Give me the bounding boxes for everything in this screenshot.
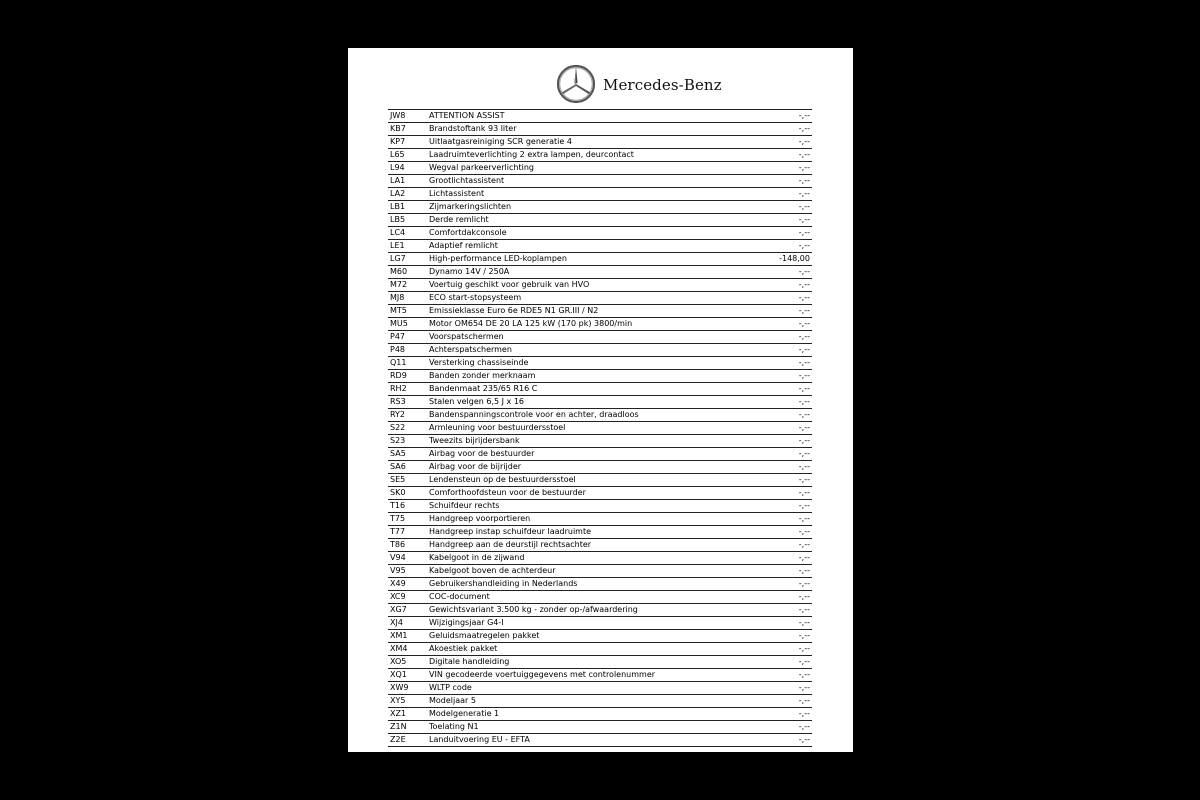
option-description: Banden zonder merknaam — [429, 371, 536, 380]
option-price: -,-- — [798, 540, 810, 549]
option-price: -,-- — [798, 514, 810, 523]
option-code: LE1 — [390, 241, 405, 250]
table-row — [388, 617, 812, 630]
table-row — [388, 240, 812, 253]
option-code: L65 — [390, 150, 405, 159]
option-description: Achterspatschermen — [429, 345, 512, 354]
table-row — [388, 474, 812, 487]
option-description: Handgreep voorportieren — [429, 514, 531, 523]
table-row — [388, 630, 812, 643]
option-price: -,-- — [798, 150, 810, 159]
option-description: VIN gecodeerde voertuiggegevens met controlenummer — [429, 670, 656, 679]
option-description: Digitale handleiding — [429, 657, 510, 666]
option-code: P47 — [390, 332, 406, 341]
option-price: -,-- — [798, 267, 810, 276]
option-code: L94 — [390, 163, 405, 172]
option-price: -,-- — [798, 371, 810, 380]
option-description: Lendensteun op de bestuurdersstoel — [429, 475, 576, 484]
option-description: Motor OM654 DE 20 LA 125 kW (170 pk) 3800/min — [429, 319, 633, 328]
option-description: Brandstoftank 93 liter — [429, 124, 517, 133]
option-code: S22 — [390, 423, 406, 432]
option-code: RS3 — [390, 397, 406, 406]
option-description: Voorspatschermen — [429, 332, 504, 341]
option-price: -,-- — [798, 358, 810, 367]
option-price: -,-- — [798, 488, 810, 497]
option-price: -,-- — [798, 202, 810, 211]
option-description: Emissieklasse Euro 6e RDE5 N1 GR.III / N2 — [429, 306, 599, 315]
table-row — [388, 695, 812, 708]
option-description: Gebruikershandleiding in Nederlands — [429, 579, 578, 588]
option-code: RY2 — [390, 410, 406, 419]
table-row — [388, 305, 812, 318]
table-row — [388, 383, 812, 396]
option-description: Comforthoofdsteun voor de bestuurder — [429, 488, 586, 497]
option-description: Derde remlicht — [429, 215, 489, 224]
mercedes-star-icon — [556, 64, 596, 104]
option-price: -,-- — [798, 670, 810, 679]
option-code: MU5 — [390, 319, 408, 328]
table-row — [388, 149, 812, 162]
table-row — [388, 721, 812, 734]
option-price: -,-- — [798, 410, 810, 419]
option-description: Uitlaatgasreiniging SCR generatie 4 — [429, 137, 572, 146]
options-table — [388, 109, 812, 747]
option-description: Kabelgoot in de zijwand — [429, 553, 525, 562]
option-price: -,-- — [798, 345, 810, 354]
table-row — [388, 669, 812, 682]
option-code: LB5 — [390, 215, 406, 224]
option-price: -,-- — [798, 553, 810, 562]
option-price: -,-- — [798, 423, 810, 432]
option-price: -,-- — [798, 631, 810, 640]
option-description: Voertuig geschikt voor gebruik van HVO — [429, 280, 590, 289]
option-price: -,-- — [798, 137, 810, 146]
table-row — [388, 357, 812, 370]
table-row — [388, 448, 812, 461]
option-code: XM1 — [390, 631, 408, 640]
option-code: SA5 — [390, 449, 406, 458]
option-description: Adaptief remlicht — [429, 241, 498, 250]
table-row — [388, 435, 812, 448]
option-code: XO5 — [390, 657, 407, 666]
option-price: -,-- — [798, 527, 810, 536]
option-code: XJ4 — [390, 618, 403, 627]
option-price: -,-- — [798, 176, 810, 185]
option-description: ECO start-stopsysteem — [429, 293, 522, 302]
option-price: -,-- — [798, 709, 810, 718]
table-row — [388, 539, 812, 552]
option-price: -,-- — [798, 436, 810, 445]
option-description: Dynamo 14V / 250A — [429, 267, 510, 276]
table-row — [388, 552, 812, 565]
option-code: T75 — [390, 514, 406, 523]
option-code: T86 — [390, 540, 406, 549]
option-description: Modelgeneratie 1 — [429, 709, 500, 718]
table-row — [388, 344, 812, 357]
option-code: LB1 — [390, 202, 406, 211]
option-description: Laadruimteverlichting 2 extra lampen, deurcontact — [429, 150, 634, 159]
option-code: S23 — [390, 436, 406, 445]
option-price: -,-- — [798, 215, 810, 224]
table-row — [388, 110, 812, 123]
option-price: -,-- — [798, 449, 810, 458]
option-price: -,-- — [798, 592, 810, 601]
table-row — [388, 422, 812, 435]
table-row — [388, 708, 812, 721]
option-code: LC4 — [390, 228, 406, 237]
option-code: MT5 — [390, 306, 407, 315]
brand-name: Mercedes-Benz — [603, 76, 722, 94]
option-description: Comfortdakconsole — [429, 228, 507, 237]
option-code: SE5 — [390, 475, 406, 484]
table-row — [388, 643, 812, 656]
table-row — [388, 409, 812, 422]
option-code: XQ1 — [390, 670, 407, 679]
table-row — [388, 565, 812, 578]
table-row — [388, 461, 812, 474]
option-price: -,-- — [798, 696, 810, 705]
option-code: XM4 — [390, 644, 408, 653]
option-code: T77 — [390, 527, 406, 536]
option-code: LA1 — [390, 176, 406, 185]
table-row — [388, 136, 812, 149]
table-row — [388, 487, 812, 500]
table-row — [388, 370, 812, 383]
option-description: ATTENTION ASSIST — [429, 111, 505, 120]
option-price: -,-- — [798, 657, 810, 666]
option-code: P48 — [390, 345, 406, 354]
option-description: Airbag voor de bestuurder — [429, 449, 535, 458]
option-price: -,-- — [798, 579, 810, 588]
option-price: -,-- — [798, 332, 810, 341]
table-row — [388, 734, 812, 747]
option-code: V94 — [390, 553, 406, 562]
option-code: XG7 — [390, 605, 407, 614]
table-row — [388, 578, 812, 591]
option-description: Bandenspanningscontrole voor en achter, draadloos — [429, 410, 639, 419]
option-price: -,-- — [798, 618, 810, 627]
option-code: KP7 — [390, 137, 406, 146]
table-row — [388, 279, 812, 292]
option-code: RD9 — [390, 371, 407, 380]
option-code: T16 — [390, 501, 406, 510]
option-code: XW9 — [390, 683, 409, 692]
option-description: Wijzigingsjaar G4-I — [429, 618, 504, 627]
table-row — [388, 656, 812, 669]
table-row — [388, 526, 812, 539]
option-description: Armleuning voor bestuurdersstoel — [429, 423, 566, 432]
option-price: -,-- — [798, 501, 810, 510]
option-description: Akoestiek pakket — [429, 644, 498, 653]
table-row — [388, 266, 812, 279]
option-description: Handgreep instap schuifdeur laadruimte — [429, 527, 592, 536]
option-code: LA2 — [390, 189, 406, 198]
option-description: Lichtassistent — [429, 189, 485, 198]
option-price: -,-- — [798, 306, 810, 315]
option-description: Gewichtsvariant 3.500 kg - zonder op-/afwaardering — [429, 605, 638, 614]
option-price: -,-- — [798, 475, 810, 484]
option-code: V95 — [390, 566, 406, 575]
option-price: -,-- — [798, 735, 810, 744]
table-row — [388, 591, 812, 604]
option-price: -,-- — [798, 397, 810, 406]
option-code: XZ1 — [390, 709, 407, 718]
table-row — [388, 175, 812, 188]
table-row — [388, 123, 812, 136]
document-page — [348, 48, 853, 752]
option-description: High-performance LED-koplampen — [429, 254, 567, 263]
option-price: -,-- — [798, 722, 810, 731]
option-price: -,-- — [798, 683, 810, 692]
option-code: M72 — [390, 280, 408, 289]
table-row — [388, 682, 812, 695]
option-price: -,-- — [798, 280, 810, 289]
option-description: Wegval parkeerverlichting — [429, 163, 534, 172]
option-code: SA6 — [390, 462, 406, 471]
option-description: Toelating N1 — [429, 722, 479, 731]
option-price: -,-- — [798, 111, 810, 120]
table-row — [388, 253, 812, 266]
table-row — [388, 188, 812, 201]
option-price: -,-- — [798, 228, 810, 237]
option-description: Versterking chassiseinde — [429, 358, 529, 367]
option-price: -,-- — [798, 293, 810, 302]
table-row — [388, 396, 812, 409]
option-price: -,-- — [798, 644, 810, 653]
option-code: Q11 — [390, 358, 407, 367]
option-code: X49 — [390, 579, 406, 588]
option-price: -,-- — [798, 124, 810, 133]
option-description: Grootlichtassistent — [429, 176, 505, 185]
table-row — [388, 214, 812, 227]
table-row — [388, 162, 812, 175]
option-description: WLTP code — [429, 683, 472, 692]
option-description: Kabelgoot boven de achterdeur — [429, 566, 556, 575]
option-code: M60 — [390, 267, 408, 276]
option-description: Zijmarkeringslichten — [429, 202, 512, 211]
option-description: Airbag voor de bijrijder — [429, 462, 522, 471]
option-price: -,-- — [798, 605, 810, 614]
table-row — [388, 331, 812, 344]
table-row — [388, 513, 812, 526]
option-code: KB7 — [390, 124, 406, 133]
document-header — [348, 64, 853, 108]
option-description: Landuitvoering EU - EFTA — [429, 735, 530, 744]
option-price: -,-- — [798, 384, 810, 393]
option-description: Handgreep aan de deurstijl rechtsachter — [429, 540, 592, 549]
table-row — [388, 292, 812, 305]
option-description: Bandenmaat 235/65 R16 C — [429, 384, 538, 393]
table-row — [388, 604, 812, 617]
option-code: Z1N — [390, 722, 407, 731]
table-row — [388, 227, 812, 240]
option-code: SK0 — [390, 488, 406, 497]
option-price: -,-- — [798, 319, 810, 328]
option-description: Geluidsmaatregelen pakket — [429, 631, 540, 640]
option-code: LG7 — [390, 254, 406, 263]
option-code: MJ8 — [390, 293, 405, 302]
option-code: XC9 — [390, 592, 406, 601]
option-description: COC-document — [429, 592, 490, 601]
option-price: -,-- — [798, 566, 810, 575]
option-price: -,-- — [798, 241, 810, 250]
option-description: Tweezits bijrijdersbank — [429, 436, 520, 445]
option-description: Modeljaar 5 — [429, 696, 476, 705]
option-price: -,-- — [798, 462, 810, 471]
option-code: RH2 — [390, 384, 407, 393]
option-code: XY5 — [390, 696, 406, 705]
option-code: Z2E — [390, 735, 406, 744]
option-price: -,-- — [798, 189, 810, 198]
table-row — [388, 318, 812, 331]
option-price: -148,00 — [779, 254, 810, 263]
option-description: Stalen velgen 6,5 J x 16 — [429, 397, 524, 406]
option-price: -,-- — [798, 163, 810, 172]
option-description: Schuifdeur rechts — [429, 501, 500, 510]
option-code: JW8 — [390, 111, 406, 120]
table-row — [388, 500, 812, 513]
table-row — [388, 201, 812, 214]
